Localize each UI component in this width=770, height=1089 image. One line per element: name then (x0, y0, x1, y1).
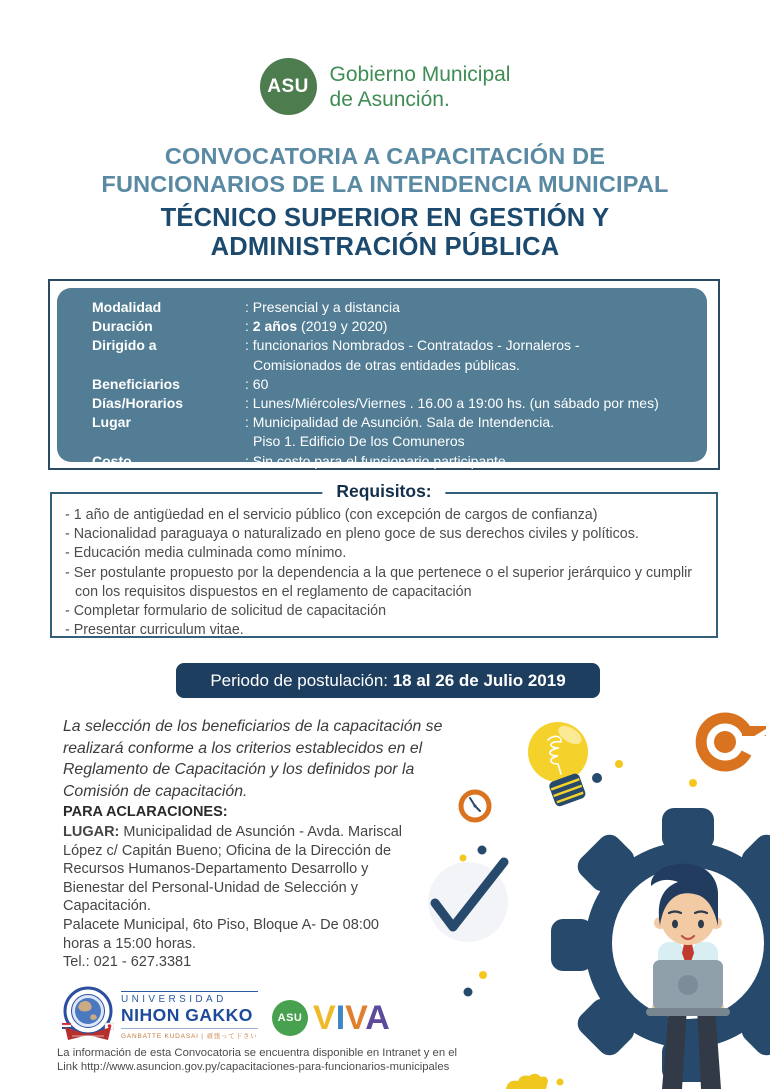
university-name: NIHON GAKKO (121, 1005, 258, 1029)
university-wordmark (121, 991, 258, 1040)
requirement-item: - Presentar curriculum vitae. (65, 622, 244, 639)
footer-note-line2: Link http://www.asuncion.gov.py/capacitaciones-para-funcionarios-municipales (57, 1061, 450, 1073)
gear-icon (551, 808, 770, 1082)
detail-row-lugar: Lugar : Municipalidad de Asunción. Sala de Intendencia. (92, 414, 554, 431)
asu-viva-logo (272, 1000, 390, 1036)
requirement-item: - Educación media culminada como mínimo. (65, 545, 347, 562)
address-line: Capacitación. (63, 898, 151, 915)
address-line: LUGAR: Municipalidad de Asunción - Avda. Mariscal (63, 824, 403, 840)
address-line: horas a 15:00 horas. (63, 935, 197, 952)
footer-note-line1: La información de esta Convocatoria se encuentra disponible en Intranet y en el (57, 1047, 458, 1059)
lightbulb-icon (528, 722, 588, 808)
requirements-list (52, 494, 716, 640)
period-dates: 18 al 26 de Julio 2019 (392, 670, 566, 690)
asu-logo-icon: ASU (260, 58, 317, 115)
university-tagline: GANBATTE KUDASAI | 頑張って下さい (121, 1032, 258, 1040)
detail-row-dirigido: Dirigido a : funcionarios Nombrados - Contratados - Jornaleros - (92, 337, 580, 354)
detail-row-modalidad: Modalidad : Presencial y a distancia (92, 299, 400, 315)
clarifications-title: PARA ACLARACIONES: (63, 804, 228, 820)
address-line: López c/ Capitán Bueno; Oficina de la Dirección de (63, 842, 392, 859)
university-seal-icon (62, 985, 114, 1045)
detail-row-dirigido-line2: Comisionados de otras entidades públicas. (253, 356, 520, 373)
yellow-squiggle (506, 1074, 564, 1089)
clock-icon (461, 792, 489, 820)
page-title (0, 142, 770, 198)
address-line: Recursos Humanos-Departamento Desarrollo y (63, 861, 369, 878)
requirements-title: Requisitos: (322, 481, 445, 502)
phone-line: Tel.: 021 - 627.3381 (63, 954, 192, 971)
university-label: UNIVERSIDAD (121, 991, 258, 1005)
viva-wordmark: VIVA (313, 999, 390, 1037)
course-title-line1: TÉCNICO SUPERIOR EN GESTIÓN Y (160, 204, 610, 232)
requirement-item: - 1 año de antigüedad en el servicio público (con excepción de cargos de confianza) (65, 507, 598, 523)
logo-wordmark (330, 62, 511, 112)
address-line: Palacete Municipal, 6to Piso, Bloque A- De 08:00 (63, 916, 379, 933)
detail-row-beneficiarios: Beneficiarios : 60 (92, 375, 269, 392)
detail-row-duracion: Duración : 2 años (2019 y 2020) (92, 318, 388, 335)
training-illustration (420, 690, 770, 1089)
municipal-government-logo (0, 58, 770, 115)
course-title-line2: ADMINISTRACIÓN PÚBLICA (210, 233, 560, 261)
selection-note: La selección de los beneficiarios de la capacitación se realizará conforme a los criterios establecidos en el Reglamento de Capacitación y los definidos por la Comisión de capacitación. (63, 718, 443, 800)
requirement-item: - Completar formulario de solicitud de capacitación (65, 603, 387, 620)
logo-line1: Gobierno Municipal (329, 62, 511, 86)
detail-row-lugar-line2: Piso 1. Edificio De los Comuneros (253, 433, 465, 450)
university-nihon-gakko-logo (62, 985, 258, 1045)
address-line: Bienestar del Personal-Unidad de Selección y (63, 879, 359, 896)
swirl-icon (701, 718, 769, 766)
detail-row-dias-horarios: Días/Horarios : Lunes/Miércoles/Viernes . 16.00 a 19:00 hs. (un sábado por mes) (92, 395, 659, 412)
footer-note (57, 1046, 457, 1074)
page-title-line1: CONVOCATORIA A CAPACITACIÓN DE (164, 143, 606, 169)
requirement-item: - Ser postulante propuesto por la dependencia a la que pertenece o el superior jerárquico y cumplir con los requisitos dispuestos en el reglamento de capacitación (65, 564, 693, 600)
asu-viva-circle-icon: ASU (272, 1000, 308, 1036)
logo-line2: de Asunción. (329, 87, 450, 111)
requirement-item: - Nacionalidad paraguaya o naturalizado en pleno goce de sus derechos civiles y políticos. (65, 526, 639, 543)
page-title-line2: FUNCIONARIOS DE LA INTENDENCIA MUNICIPAL (101, 171, 669, 197)
details-panel (57, 288, 707, 469)
period-label: Periodo de postulación: (210, 670, 393, 690)
clarifications-address (63, 823, 408, 972)
course-title (0, 204, 770, 262)
detail-row-costo: Costo : Sin costo para el funcionario participante. (92, 452, 510, 469)
requirements-box (50, 481, 718, 639)
